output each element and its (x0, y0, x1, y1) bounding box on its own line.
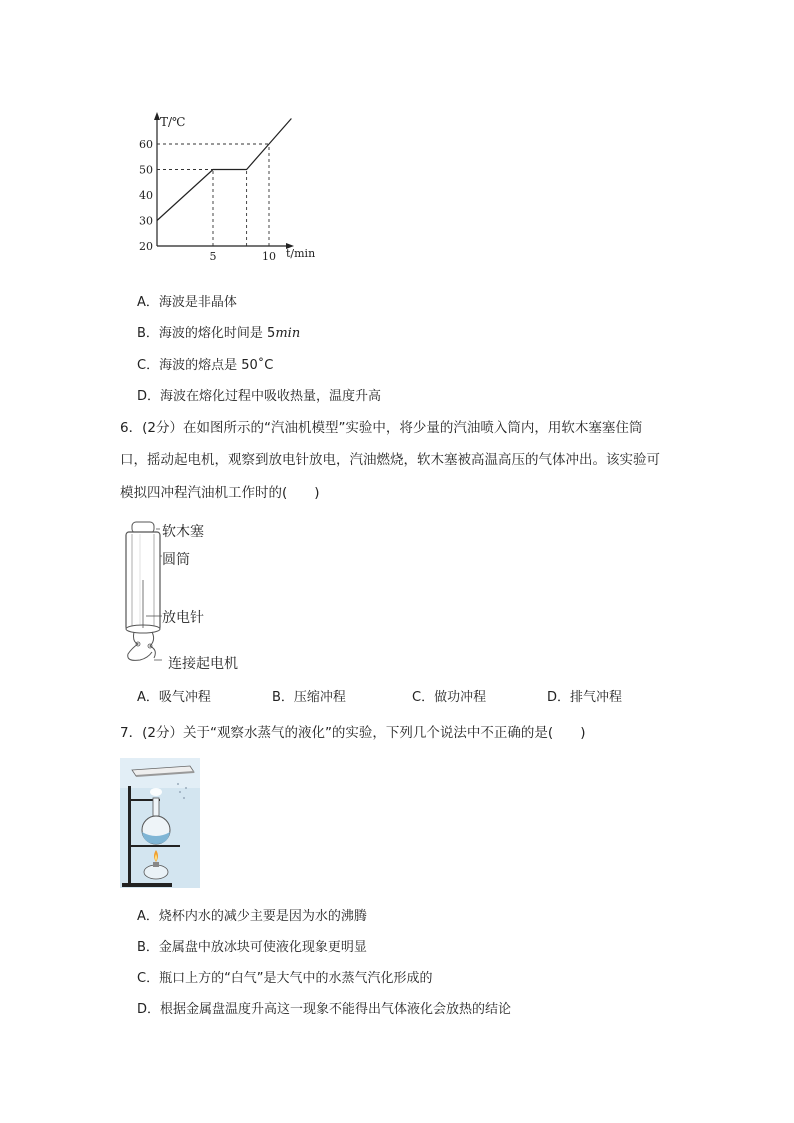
q5-option-b-unit: min (275, 326, 301, 341)
q6-option-d[interactable]: D．排气冲程 (547, 690, 623, 705)
q6-option-a[interactable]: A．吸气冲程 (137, 690, 211, 705)
x-axis-label: t/min (286, 247, 316, 260)
q6-option-c[interactable]: C．做功冲程 (412, 690, 487, 705)
q5-option-d[interactable]: D．海波在熔化过程中吸收热量，温度升高 (137, 389, 382, 404)
y-axis-label: T/℃ (160, 115, 186, 129)
cork-shape (132, 522, 154, 533)
y-tick-label-50: 50 (139, 163, 153, 177)
q5-option-a[interactable]: A．海波是非晶体 (137, 295, 237, 310)
label-cylinder: 圆筒 (162, 552, 190, 568)
q5-option-c[interactable]: C．海波的熔点是 50˚C (137, 358, 274, 373)
y-tick-label-30: 30 (139, 214, 153, 228)
label-cork: 软木塞 (162, 524, 204, 540)
q7-option-a[interactable]: A．烧杯内水的减少主要是因为水的沸腾 (137, 909, 367, 924)
q7-stem-line-1: 7．(2分）关于“观察水蒸气的液化”的实验，下列几个说法中不正确的是( ) (120, 725, 586, 741)
y-tick-label-60: 60 (139, 138, 153, 151)
q7-option-d[interactable]: D．根据金属盘温度升高这一现象不能得出气体液化会放热的结论 (137, 1002, 512, 1017)
x-tick-label-5: 5 (209, 250, 217, 263)
y-tick-label-20: 20 (139, 240, 153, 253)
gasoline-engine-model-figure (118, 520, 198, 670)
q5-option-b-text: B．海波的熔化时间是 5 (137, 326, 276, 341)
q5-option-b[interactable] (137, 322, 300, 341)
q7-option-b[interactable]: B．金属盘中放冰块可使液化现象更明显 (137, 940, 367, 955)
condensation-experiment-figure (120, 758, 200, 888)
label-needle: 放电针 (162, 610, 204, 626)
q6-stem-line-3: 模拟四冲程汽油机工作时的( ) (120, 485, 320, 501)
x-tick-label-10: 10 (262, 250, 276, 263)
y-tick-label-40: 40 (139, 189, 153, 202)
q7-option-c[interactable]: C．瓶口上方的“白气”是大气中的水蒸气汽化形成的 (137, 971, 433, 986)
temperature-time-graph (130, 108, 330, 268)
label-generator: 连接起电机 (168, 656, 238, 672)
q6-stem-line-2: 口，摇动起电机，观察到放电针放电，汽油燃烧，软木塞被高温高压的气体冲出。该实验可 (120, 452, 660, 468)
q6-option-b[interactable]: B．压缩冲程 (272, 690, 346, 705)
q6-stem-line-1: 6．(2分）在如图所示的“汽油机模型”实验中，将少量的汽油喷入筒内，用软木塞塞住筒 (120, 420, 643, 436)
